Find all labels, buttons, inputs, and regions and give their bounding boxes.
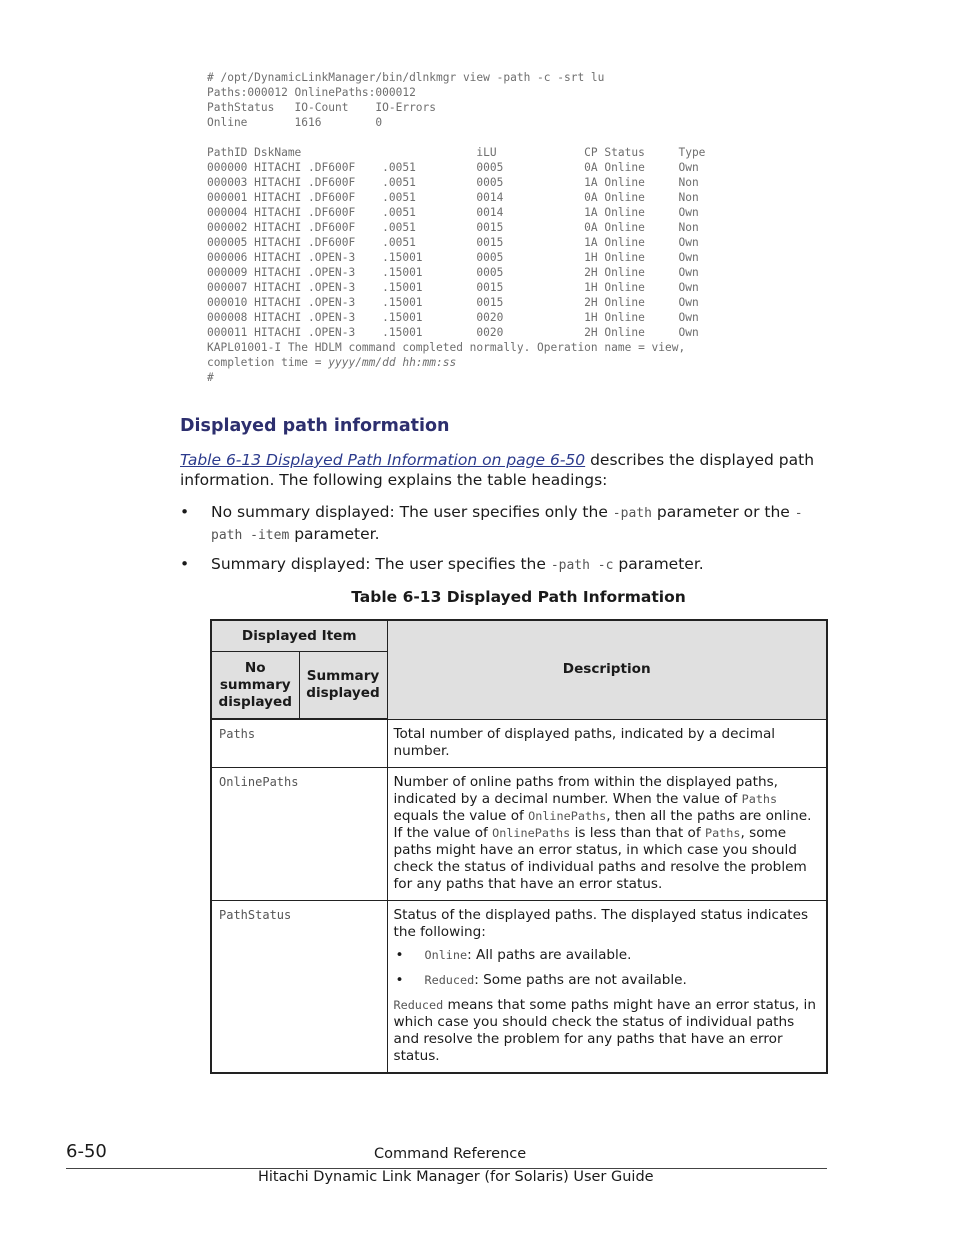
list-item <box>394 972 821 989</box>
desc-text: means that some paths might have an error status, in which case you should check the status of individual paths and resolve the problem for any paths that have an error status. <box>393 996 816 1064</box>
inline-code: Reduced <box>393 997 444 1012</box>
list-item <box>180 554 830 576</box>
header-summary: Summary displayed <box>299 652 387 720</box>
footer-title: Hitachi Dynamic Link Manager (for Solaris) User Guide <box>258 1169 654 1185</box>
desc-text: : All paths are available. <box>467 946 632 963</box>
completion-prefix: completion time = <box>207 356 329 369</box>
path-info-table <box>210 619 828 1074</box>
intro-text: describes the displayed path information. The following explains the table headings: <box>180 451 815 489</box>
bullet-text: No summary displayed: The user specifies only the <box>211 503 613 521</box>
table-row <box>211 767 827 900</box>
table-row <box>211 719 827 767</box>
description-cell <box>387 900 827 1073</box>
completion-time: yyyy/mm/dd hh:mm:ss <box>328 356 457 369</box>
status-list <box>394 947 821 989</box>
footer-section: Command Reference <box>374 1146 527 1162</box>
header-displayed-item: Displayed Item <box>211 620 387 652</box>
inline-code: Paths <box>741 791 778 806</box>
inline-code: -path -c <box>550 558 614 573</box>
desc-text: Number of online paths from within the displayed paths, indicated by a decimal number. When the value of <box>393 773 778 807</box>
bullet-text: parameter or the <box>651 503 795 521</box>
desc-text: equals the value of <box>393 807 529 824</box>
desc-intro: Status of the displayed paths. The displayed status indicates the following: <box>393 906 809 940</box>
table-link[interactable]: Table 6-13 Displayed Path Information on page 6-50 <box>180 451 586 469</box>
section-heading: Displayed path information <box>180 416 450 436</box>
command-output-lines: # /opt/DynamicLinkManager/bin/dlnkmgr view -path -c -srt lu Paths:000012 OnlinePaths:000012 PathStatus IO-Count IO-Errors Online 1616 0 PathID DskName iLU CP Status Type 000000 HITACHI .DF600F .0051 0005 0A Online Own 000003 HITACHI .DF600F .0051 0005 1A Online Non 000001 HITACHI .DF600F .0051 0014 0A Online Non 000004 HITACHI .DF600F .0051 0014 1A Online Own 000002 HITACHI .DF600F .0051 0015 0A Online Non 000005 HITACHI .DF600F .0051 0015 1A Online Own 000006 HITACHI .OPEN-3 .15001 0005 1H Online Own 000009 HITACHI .OPEN-3 .15001 0005 2H Online Own 000007 HITACHI .OPEN-3 .15001 0015 1H Online Own 000010 HITACHI .OPEN-3 .15001 0015 2H Online Own 000008 HITACHI .OPEN-3 .15001 0020 1H Online Own 000011 HITACHI .OPEN-3 .15001 0020 2H Online Own KAPL01001-I The HDLM command completed normally. Operation name = view, <box>207 71 706 354</box>
bullet-text: parameter. <box>613 555 704 573</box>
page-number: 6-50 <box>66 1141 107 1162</box>
prompt: # <box>207 371 214 384</box>
desc-note <box>394 997 821 1065</box>
inline-code: Online <box>424 947 468 962</box>
inline-code: OnlinePaths <box>492 825 571 840</box>
item-cell: OnlinePaths <box>211 767 387 900</box>
header-description: Description <box>387 620 827 719</box>
description-cell: Total number of displayed paths, indicated by a decimal number. <box>387 719 827 767</box>
item-cell: PathStatus <box>211 900 387 1073</box>
inline-code: OnlinePaths <box>528 808 607 823</box>
inline-code: -path -item <box>211 506 803 543</box>
table-caption: Table 6-13 Displayed Path Information <box>351 588 686 606</box>
list-item <box>180 502 830 546</box>
bullet-text: Summary displayed: The user specifies the <box>211 555 551 573</box>
inline-code: -path <box>612 506 652 521</box>
desc-text: , some paths might have an error status, in which case you should check the status of individual paths and resolve the problem for any paths that have an error status. <box>393 824 807 892</box>
inline-code: Reduced <box>424 972 475 987</box>
bullet-text: parameter. <box>289 525 380 543</box>
command-output-example <box>207 70 705 385</box>
desc-text: , then all the paths are online. If the value of <box>393 807 812 841</box>
table-row <box>211 900 827 1073</box>
header-no-summary: No summary displayed <box>211 652 299 720</box>
desc-text: is less than that of <box>570 824 705 841</box>
intro-paragraph <box>180 451 830 490</box>
item-cell: Paths <box>211 719 387 767</box>
inline-code: Paths <box>704 825 741 840</box>
list-item <box>394 947 821 964</box>
heading-explanation-list <box>180 502 830 584</box>
desc-text: : Some paths are not available. <box>474 971 687 988</box>
description-cell <box>387 767 827 900</box>
